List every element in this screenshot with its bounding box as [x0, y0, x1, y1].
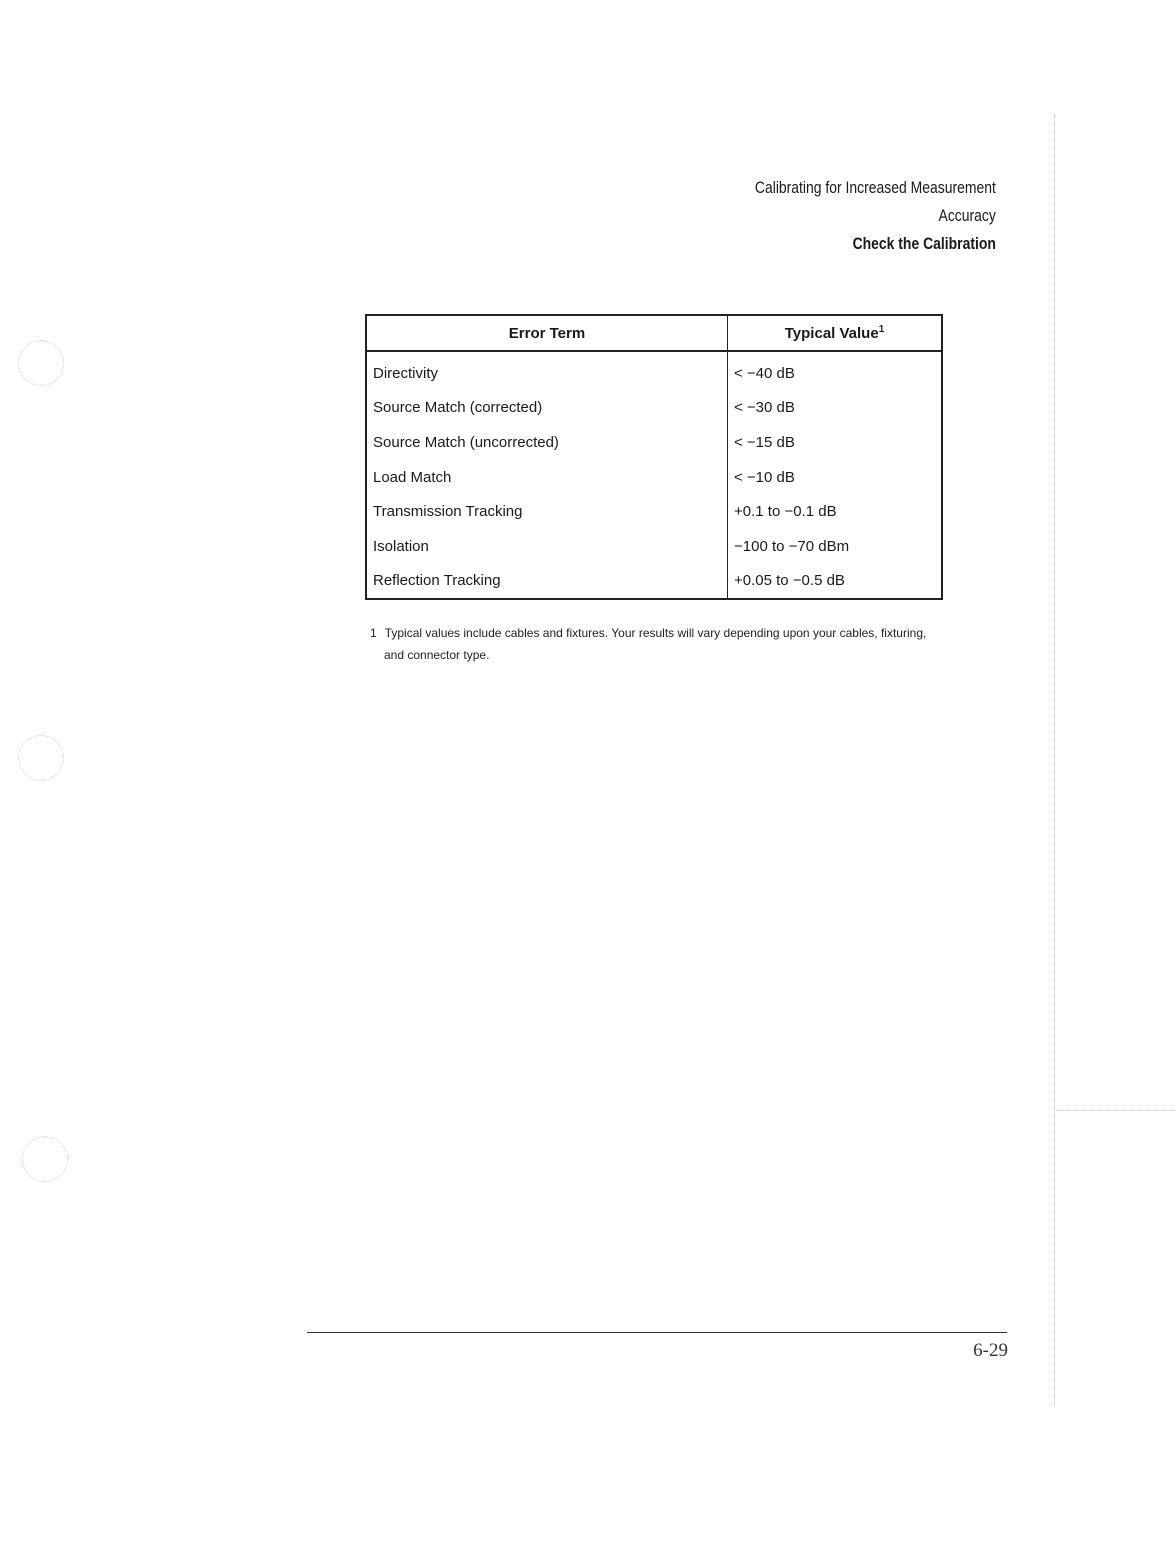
- typical-value-cell: −100 to −70 dBm: [734, 537, 850, 555]
- typical-value-cell: +0.1 to −0.1 dB: [734, 503, 837, 521]
- chapter-title-line2: Accuracy: [938, 206, 996, 225]
- section-title: Check the Calibration: [852, 234, 996, 253]
- footnote-marker: 1: [878, 324, 885, 335]
- page-number: 6-29: [973, 1340, 1008, 1361]
- punch-hole-bottom: [22, 1136, 68, 1182]
- table-row: [366, 351, 942, 391]
- typical-value-cell: < −30 dB: [734, 399, 795, 417]
- error-term-table: [365, 314, 943, 600]
- table-footnote: [370, 622, 930, 666]
- margin-guide-line-horizontal: [1056, 1110, 1176, 1111]
- table-row: [366, 391, 942, 426]
- footer-rule: [307, 1332, 1007, 1333]
- table-row: [366, 564, 942, 600]
- column-header-error-term: Error Term: [366, 315, 728, 351]
- margin-guide-line: [1054, 115, 1055, 1405]
- typical-value-cell: < −15 dB: [734, 433, 795, 451]
- table-row: [366, 494, 942, 529]
- footnote-text-line2: and connector type.: [384, 648, 490, 662]
- table-row: [366, 425, 942, 460]
- typical-value-cell: +0.05 to −0.5 dB: [734, 572, 845, 590]
- typical-value-cell: < −10 dB: [734, 468, 795, 486]
- error-term-cell: Reflection Tracking: [366, 564, 728, 600]
- table-row: [366, 529, 942, 564]
- punch-hole-middle: [18, 735, 64, 781]
- error-term-cell: Load Match: [366, 460, 728, 495]
- error-term-cell: Source Match (uncorrected): [366, 425, 728, 460]
- error-term-cell: Directivity: [366, 351, 728, 391]
- footnote-number: 1: [370, 626, 377, 640]
- footnote-text-line1: Typical values include cables and fixtures. Your results will vary depending upon your cables, fixturing,: [384, 626, 927, 640]
- error-term-cell: Transmission Tracking: [366, 494, 728, 529]
- error-term-cell: Isolation: [366, 529, 728, 564]
- chapter-title-line1: Calibrating for Increased Measurement: [755, 178, 996, 197]
- table-header-row: [366, 315, 942, 351]
- error-term-cell: Source Match (corrected): [366, 391, 728, 426]
- typical-value-cell: < −40 dB: [734, 364, 795, 382]
- table-row: [366, 460, 942, 495]
- running-header: [755, 174, 996, 258]
- column-header-typical-value: Typical Value$^1$: [728, 315, 943, 351]
- punch-hole-top: [18, 340, 64, 386]
